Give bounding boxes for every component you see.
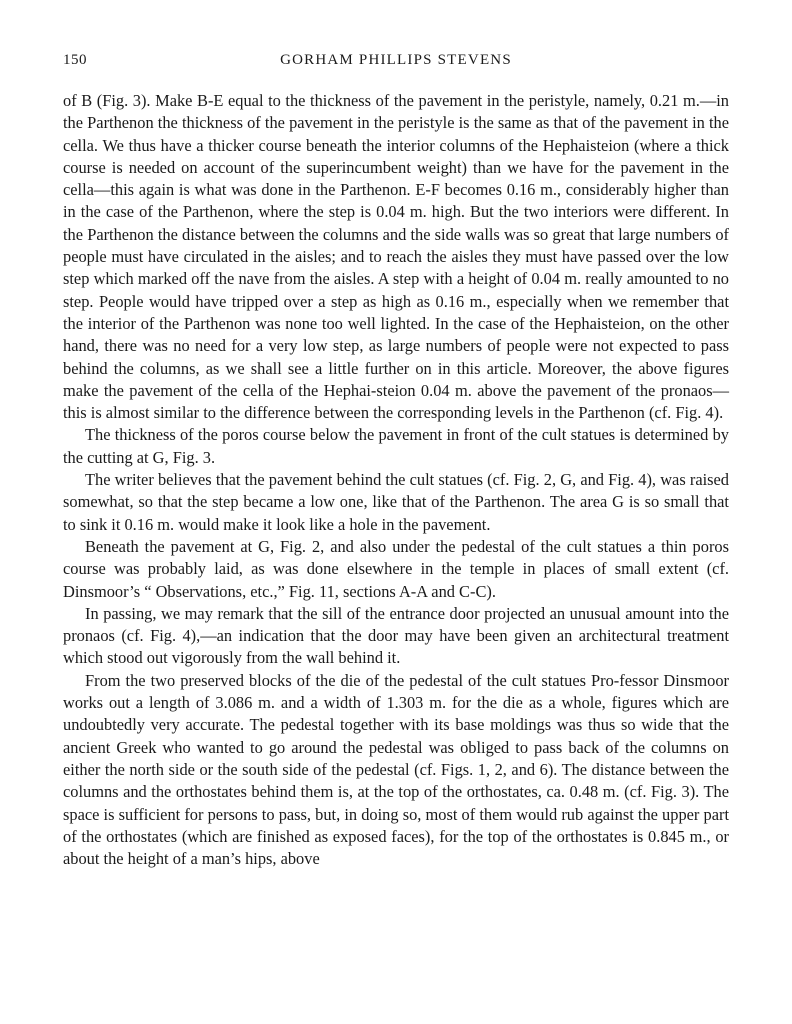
- page: [63, 52, 729, 870]
- paragraph-continued: of B (Fig. 3). Make B-E equal to the thickness of the pavement in the peristyle, namely, 0.21 m.—in the Parthenon the thickness of the pavement in the peristyle is the same as that of the pavement in the cella. We thus have a thicker course beneath the interior columns of the Hephaisteion (where a thick course is needed on account of the superincumbent weight) than we have for the pavement in the cella—this again is what was done in the Parthenon. E-F becomes 0.16 m., considerably higher than in the case of the Parthenon, where the step is 0.04 m. high. But the two interiors were different. In the Parthenon the distance between the columns and the side walls was so great that large numbers of people must have circulated in the aisles; and to reach the aisles they must have passed over the low step which marked off the nave from the aisles. A step with a height of 0.04 m. really amounted to no step. People would have tripped over a step as high as 0.16 m., especially when we remember that the interior of the Parthenon was none too well lighted. In the case of the Hephaisteion, on the other hand, there was no need for a very low step, as large numbers of people were not expected to pass behind the columns, as we shall see a little further on in this article. Moreover, the above figures make the pavement of the cella of the Hephai-steion 0.04 m. above the pavement of the pronaos—this is almost similar to the difference between the corresponding levels in the Parthenon (cf. Fig. 4).: [63, 91, 729, 423]
- paragraph-pedestal: From the two preserved blocks of the die of the pedestal of the cult statues Pro-fessor Dinsmoor works out a length of 3.086 m. and a width of 1.303 m. for the die as a whole, figures which are undoubtedly very accurate. The pedestal together with its base moldings was thus so wide that the ancient Greek who wanted to go around the pedestal was obliged to pass back of the columns on either the north side or the south side of the pedestal (cf. Figs. 1, 2, and 6). The distance between the columns and the orthostates behind them is, at the top of the orthostates, ca. 0.48 m. (cf. Fig. 3). The space is sufficient for persons to pass, but, in doing so, most of them would rub against the upper part of the orthostates (which are finished as exposed faces), for the top of the orthostates is 0.845 m., or about the height of a man’s hips, above: [63, 670, 729, 869]
- paragraph-poros-course: The thickness of the poros course below the pavement in front of the cult statues is determined by the cutting at G, Fig. 3.: [63, 425, 729, 467]
- running-title: GORHAM PHILLIPS STEVENS: [280, 52, 512, 68]
- paragraph-thin-poros-course: Beneath the pavement at G, Fig. 2, and also under the pedestal of the cult statues a thin poros course was probably laid, as was done elsewhere in the temple in places of small extent (cf. Dinsmoor’s “ Observations, etc.,” Fig. 11, sections A-A and C-C).: [63, 536, 729, 601]
- body-text: [63, 90, 729, 870]
- page-number: 150: [63, 52, 87, 68]
- paragraph-pavement-raised: The writer believes that the pavement behind the cult statues (cf. Fig. 2, G, and Fig. 4), was raised somewhat, so that the step became a low one, like that of the Parthenon. The area G is so small that to sink it 0.16 m. would make it look like a hole in the pavement.: [63, 470, 729, 534]
- paragraph-entrance-sill: In passing, we may remark that the sill of the entrance door projected an unusual amount into the pronaos (cf. Fig. 4),—an indication that the door may have been given an architectural treatment which stood out vigorously from the wall behind it.: [63, 603, 729, 668]
- running-head: [63, 52, 729, 74]
